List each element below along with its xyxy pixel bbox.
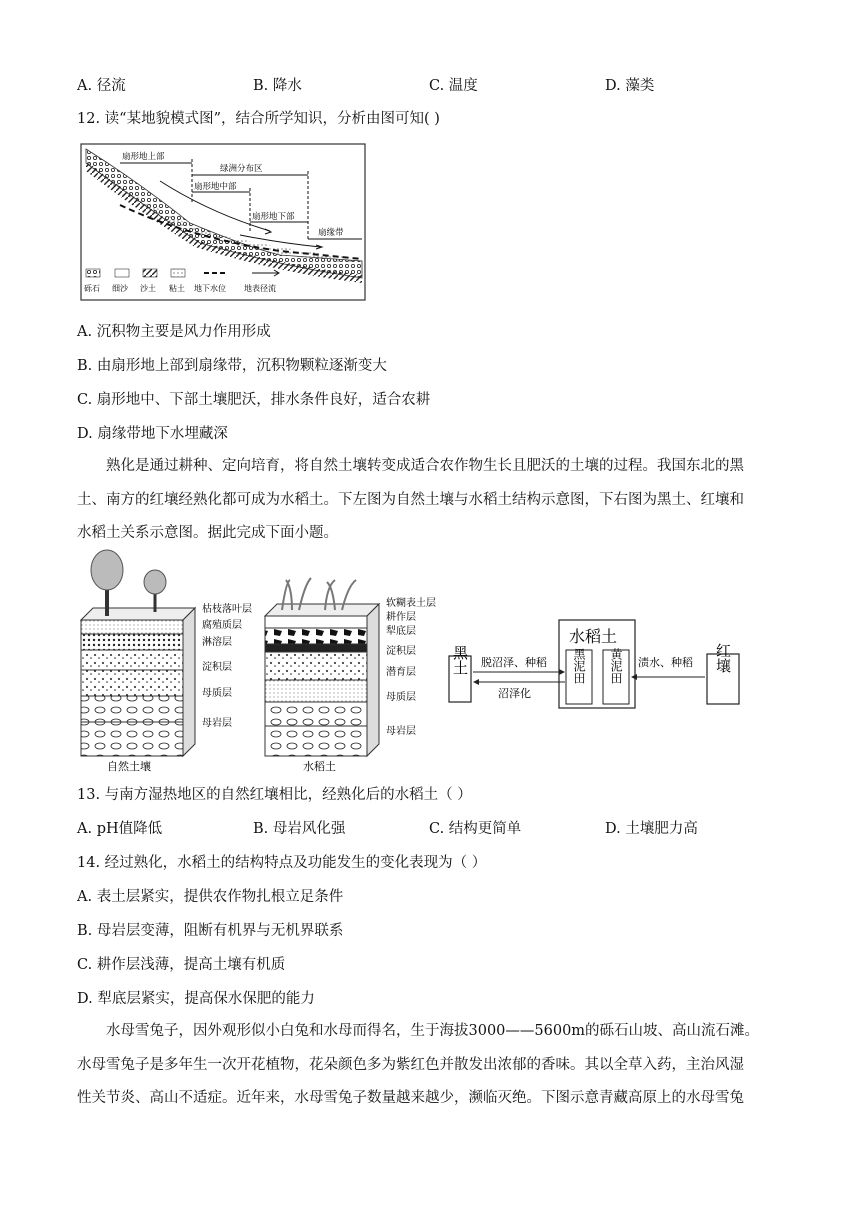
- q12-option-a: A. 沉积物主要是风力作用形成: [77, 324, 271, 340]
- label-oasis: 绿洲分布区: [220, 164, 263, 174]
- legend-sandy-soil: 沙土: [140, 284, 156, 293]
- natural-layer-litter: 枯枝落叶层: [202, 604, 252, 615]
- relation-paddy-title: 水稻土: [569, 627, 618, 646]
- natural-layer-humus: 腐殖质层: [202, 620, 242, 631]
- paddy-soil-block: [265, 578, 379, 756]
- q12-stem: 12. 读“某地貌模式图”，结合所学知识，分析由图可知( ): [77, 111, 440, 127]
- q14-option-b: B. 母岩层变薄，阻断有机界与无机界联系: [77, 923, 344, 939]
- q13-option-c: C. 结构更简单: [429, 821, 522, 837]
- label-fan-edge: 扇缘带: [318, 228, 344, 238]
- passage2-line-1: 水母雪兔子，因外观形似小白兔和水母而得名，生于海拔3000——5600m的砾石山坡、高山流石滩。: [106, 1023, 760, 1039]
- q13-option-b: B. 母岩风化强: [253, 821, 346, 837]
- legend-clay: 粘土: [169, 284, 185, 293]
- paddy-layer-gley: 潜育层: [386, 667, 416, 678]
- paddy-layer-soft-top: 软糊表土层: [386, 598, 436, 609]
- relation-yellow-mud: 黄泥田: [609, 648, 623, 684]
- relation-arrow-right: 渍水、种稻: [638, 656, 693, 669]
- natural-layer-eluvial: 淋溶层: [202, 637, 232, 648]
- q12-option-b: B. 由扇形地上部到扇缘带，沉积物颗粒逐渐变大: [77, 358, 387, 374]
- passage2-line-2: 水母雪兔子是多年生一次开花植物，花朵颜色多为紫红色并散发出浓郁的香味。其以全草入药，主治风湿: [77, 1056, 744, 1073]
- q11-option-b: B. 降水: [253, 78, 302, 94]
- q11-option-d: D. 藻类: [605, 78, 655, 94]
- paddy-layer-illuvial: 淀积层: [386, 646, 416, 657]
- paddy-layer-plough: 耕作层: [386, 612, 416, 623]
- legend-runoff: 地表径流: [244, 284, 276, 293]
- natural-layer-parent: 母质层: [202, 688, 232, 699]
- label-fan-upper: 扇形地上部: [122, 152, 165, 162]
- passage-soil-ripening: [77, 450, 781, 551]
- legend-fine-sand: 细沙: [112, 284, 128, 293]
- relation-arrow-bottom: 沼泽化: [498, 687, 531, 700]
- natural-soil-caption: 自然土壤: [107, 760, 151, 773]
- q14-option-c: C. 耕作层浅薄，提高土壤有机质: [77, 957, 286, 973]
- q14-option-a: A. 表土层紧实，提供农作物扎根立足条件: [77, 889, 344, 905]
- relation-red-soil: 红壤: [714, 643, 732, 673]
- passage1-line-1: 熟化是通过耕种、定向培育，将自然土壤转变成适合农作物生长且肥沃的土壤的过程。我国东北的黑: [106, 458, 744, 474]
- q13-stem: 13. 与南方湿热地区的自然红壤相比，经熟化后的水稻土（ ）: [77, 787, 472, 803]
- natural-soil-block: [81, 550, 195, 756]
- q12-option-d: D. 扇缘带地下水埋藏深: [77, 426, 228, 442]
- relation-black-mud: 黑泥田: [572, 648, 586, 684]
- paddy-soil-caption: 水稻土: [303, 760, 336, 773]
- passage-snow-lotus: [77, 1015, 781, 1116]
- q11-option-a: A. 径流: [77, 78, 126, 94]
- passage2-line-3: 性关节炎、高山不适症。近年来，水母雪兔子数量越来越少，濒临灭绝。下图示意青藏高原上的水母雪兔: [77, 1090, 744, 1106]
- natural-layer-bedrock: 母岩层: [202, 718, 232, 729]
- legend-gravel: 砾石: [84, 284, 100, 293]
- q12-option-c: C. 扇形地中、下部土壤肥沃，排水条件良好，适合农耕: [77, 392, 431, 408]
- q11-option-c: C. 温度: [429, 78, 478, 94]
- relation-arrow-top: 脱沼泽、种稻: [481, 656, 547, 669]
- natural-layer-illuvial: 淀积层: [202, 662, 232, 673]
- paddy-layer-parent: 母质层: [386, 692, 416, 703]
- label-fan-middle: 扇形地中部: [194, 182, 237, 192]
- passage1-line-2: 土、南方的红壤经熟化都可成为水稻土。下左图为自然土壤与水稻土结构示意图，下右图为黑土、红壤和: [77, 491, 744, 508]
- q13-option-a: A. pH值降低: [77, 821, 163, 837]
- soil-relation-diagram: [449, 620, 739, 708]
- q13-option-d: D. 土壤肥力高: [605, 821, 698, 837]
- paddy-layer-plowpan: 犁底层: [386, 626, 416, 637]
- soil-structure-figure: [77, 548, 782, 774]
- landform-figure: [80, 143, 368, 302]
- paddy-layer-bedrock: 母岩层: [386, 726, 416, 737]
- legend-groundwater: 地下水位: [194, 284, 226, 293]
- passage1-line-3: 水稻土关系示意图。据此完成下面小题。: [77, 525, 338, 541]
- q14-stem: 14. 经过熟化，水稻土的结构特点及功能发生的变化表现为（ ）: [77, 855, 487, 871]
- label-fan-lower: 扇形地下部: [252, 212, 295, 222]
- q14-option-d: D. 犁底层紧实，提高保水保肥的能力: [77, 991, 315, 1007]
- relation-black-soil: 黑土: [451, 645, 469, 675]
